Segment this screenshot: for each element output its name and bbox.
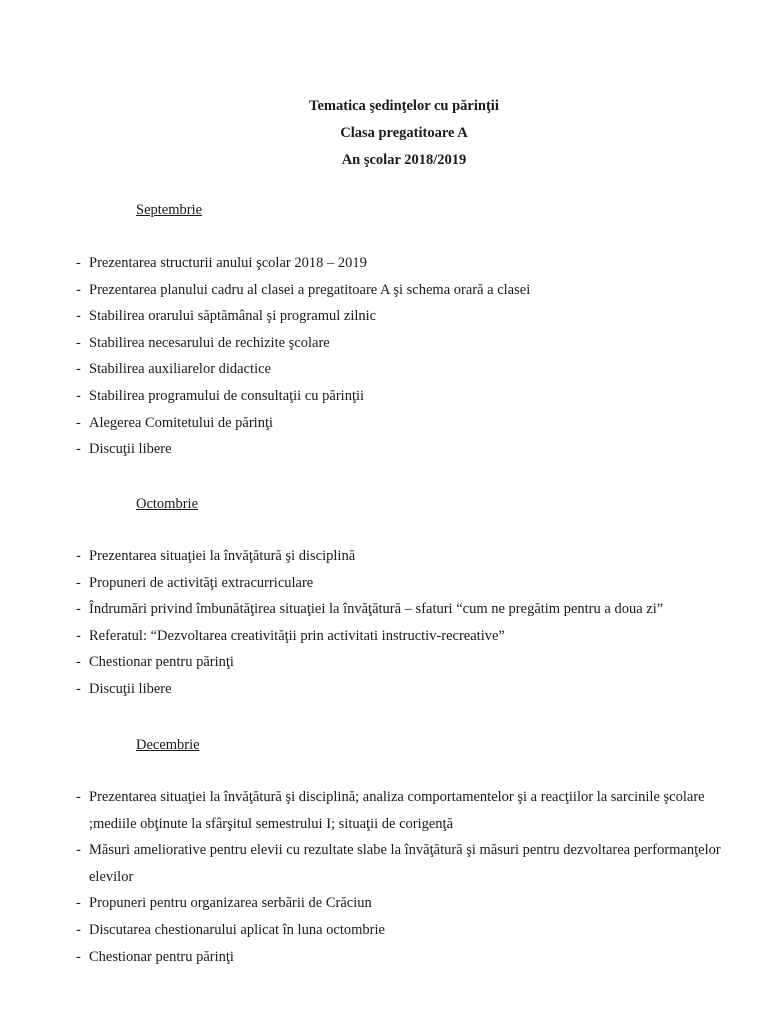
list-item: - Prezentarea situaţiei la învăţătură şi disciplină; analiza comportamentelor şi a reacţiilor la sarcinile şcolare ;mediile obţinute la sfârşitul semestrului I; situaţii de corigenţă [76, 789, 705, 832]
list-item: - Chestionar pentru părinţi [76, 948, 234, 965]
list-item: - Alegerea Comitetului de părinţi [76, 414, 274, 431]
title-line-1: Tematica şedinţelor cu părinţii [309, 98, 499, 114]
bullet-dash: - [76, 255, 81, 271]
list-item: - Stabilirea necesarului de rechizite şcolare [76, 334, 330, 351]
list-item: - Discutarea chestionarului aplicat în luna octombrie [76, 921, 385, 938]
section-heading-septembrie: Septembrie [136, 202, 203, 218]
list-item: - Prezentarea situaţiei la învăţătură şi disciplină [76, 548, 356, 564]
list-item: - Stabilirea programului de consultaţii cu părinţii [76, 387, 365, 404]
list-item: - Discuţii libere [76, 441, 172, 458]
list-item: - Stabilirea auxiliarelor didactice [76, 361, 271, 378]
document-title [0, 93, 768, 174]
section-list-decembrie [0, 784, 768, 970]
list-item: - Prezentarea planului cadru al clasei a pregatitoare A şi schema orară a clasei [76, 281, 531, 298]
title-line-3: An şcolar 2018/2019 [341, 152, 467, 168]
list-item: - Măsuri ameliorative pentru elevii cu rezultate slabe la învăţătură şi măsuri pentru dezvoltarea performanţelor elevilor [76, 842, 721, 885]
section-list-septembrie [0, 250, 768, 463]
list-item: - Prezentarea structurii anului şcolar 2018 – 2019 [0, 250, 768, 277]
list-item: - Stabilirea orarului săptămânal şi programul zilnic [76, 308, 377, 325]
section-heading-decembrie: Decembrie [136, 737, 200, 753]
list-item: - Discuţii libere [76, 680, 172, 697]
title-line-2: Clasa pregatitoare A [340, 125, 468, 141]
section-list-octombrie [0, 543, 768, 703]
list-item: - Îndrumări privind îmbunătăţirea situaţiei la învăţătură – sfaturi “cum ne pregătim pentru a doua zi” [76, 601, 664, 618]
list-item: - Propuneri pentru organizarea serbării de Crăciun [76, 895, 372, 912]
list-item: - Referatul: “Dezvoltarea creativităţii prin activitati instructiv-recreative” [76, 627, 505, 644]
list-item: - Propuneri de activităţi extracurriculare [76, 574, 314, 591]
section-heading-octombrie: Octombrie [136, 496, 199, 512]
list-item: - Chestionar pentru părinţi [76, 654, 234, 671]
